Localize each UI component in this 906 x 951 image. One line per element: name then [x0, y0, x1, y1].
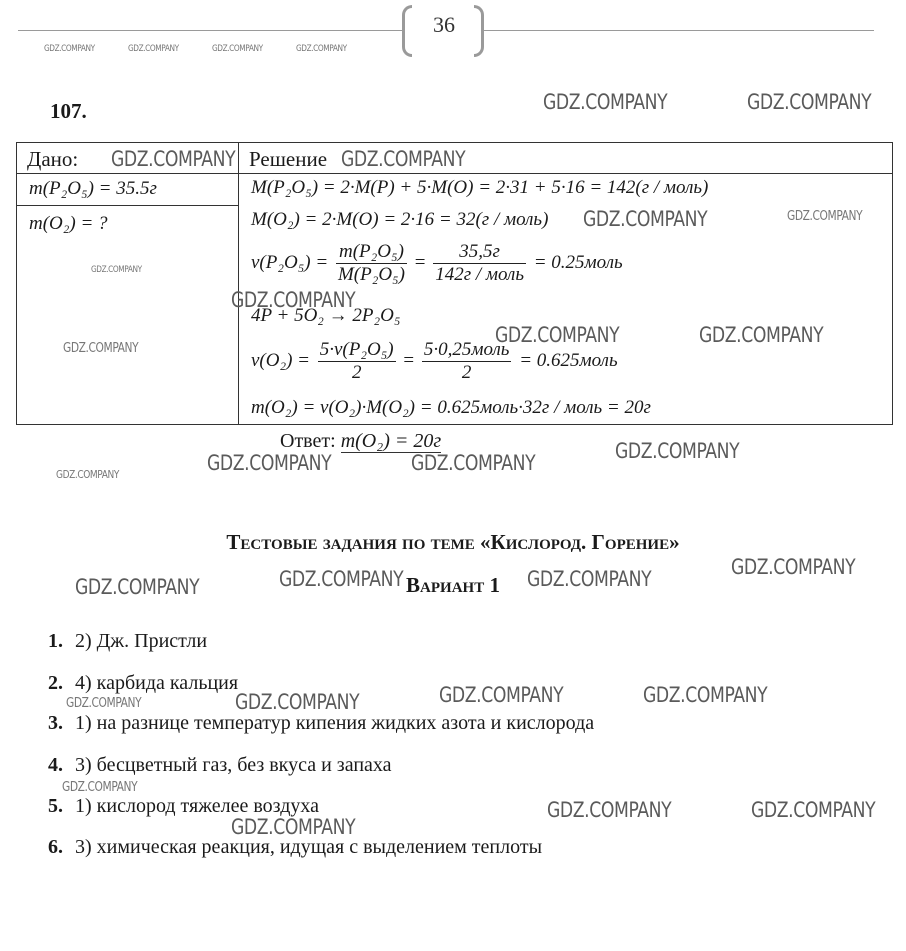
answer-value: m(O₂) = 20г	[340, 430, 442, 452]
solution-moles-p2o5: ν(P₂O₅) = $\frac{\text{m(P₂O₅)}}{\text{M(P₂O₅)}}$ = $\frac{35,5г}{\text{142г / моль}}$ = 0.25моль	[251, 241, 623, 285]
test-answer-number: 5.	[48, 795, 63, 817]
solution-molar-mass-o2: M(O₂) = 2·M(O) = 2·16 = 32(г / моль)	[251, 209, 549, 230]
watermark: GDZ.COMPANY	[128, 44, 179, 54]
test-answer	[48, 630, 207, 653]
solution-moles-o2: ν(O₂) = $\frac{\text{5·ν(P₂O₅)}}{2}$ = $\frac{\text{5·0,25моль}}{2}$ = 0.625моль	[251, 339, 618, 383]
equation-lhs: ν(P₂O₅) =	[251, 251, 329, 273]
answer	[280, 430, 441, 453]
header-rule-left	[18, 30, 402, 31]
solution-molar-mass-p2o5: M(P₂O₅) = 2·M(P) + 5·M(O) = 2·31 + 5·16 = 142(г / моль)	[251, 177, 709, 198]
page-number: 36	[433, 12, 455, 37]
watermark: GDZ.COMPANY	[615, 439, 740, 463]
watermark: GDZ.COMPANY	[527, 567, 652, 591]
watermark: GDZ.COMPANY	[787, 209, 863, 224]
test-answer	[48, 672, 238, 695]
watermark: GDZ.COMPANY	[62, 780, 138, 795]
task-number: 107.	[50, 99, 87, 123]
watermark: GDZ.COMPANY	[699, 323, 824, 347]
fraction	[336, 241, 407, 286]
test-answer-text: 3) бесцветный газ, без вкуса и запаха	[75, 754, 392, 776]
fraction-denominator: M(P₂O₅)	[337, 264, 405, 285]
fraction-numerator: 35,5г	[433, 241, 526, 264]
given-mass-o2-unknown: m(O₂) = ?	[29, 213, 108, 234]
watermark: GDZ.COMPANY	[341, 147, 466, 171]
watermark: GDZ.COMPANY	[731, 555, 856, 579]
watermark: GDZ.COMPANY	[56, 468, 119, 481]
test-answer	[48, 836, 542, 859]
watermark: GDZ.COMPANY	[212, 44, 263, 54]
solution-label: Решение	[249, 147, 328, 171]
header-rule-right	[484, 30, 874, 31]
watermark: GDZ.COMPANY	[439, 683, 564, 707]
watermark: GDZ.COMPANY	[547, 798, 672, 822]
test-answer-number: 4.	[48, 754, 63, 776]
equation-rhs: = 0.625моль	[519, 349, 618, 371]
watermark: GDZ.COMPANY	[411, 451, 536, 475]
solution-mass-o2: m(O₂) = ν(O₂)·M(O₂) = 0.625моль·32г / моль = 20г	[251, 397, 651, 418]
fraction-numerator: m(P₂O₅)	[336, 241, 407, 264]
test-answer-number: 1.	[48, 630, 63, 652]
test-answer	[48, 754, 392, 777]
test-answer-text: 2) Дж. Пристли	[75, 630, 208, 652]
fraction	[433, 241, 526, 286]
fraction	[318, 339, 396, 384]
watermark: GDZ.COMPANY	[63, 341, 139, 356]
table-header-divider	[17, 173, 892, 174]
equation-rhs: = 0.25моль	[533, 251, 623, 273]
watermark: GDZ.COMPANY	[583, 207, 708, 231]
watermark: GDZ.COMPANY	[543, 90, 668, 114]
watermark: GDZ.COMPANY	[75, 575, 200, 599]
fraction-numerator: 5·ν(P₂O₅)	[319, 339, 394, 360]
variant-title: Вариант 1	[406, 573, 500, 597]
fraction-denominator: 2	[461, 362, 472, 383]
test-answer-number: 6.	[48, 836, 63, 858]
test-answer-text: 1) на разнице температур кипения жидких азота и кислорода	[75, 712, 595, 734]
page-number-bracket-left	[402, 5, 412, 57]
table-column-divider	[238, 143, 239, 424]
page-number-bracket-right	[474, 5, 484, 57]
answer-label: Ответ:	[280, 430, 336, 452]
watermark: GDZ.COMPANY	[495, 323, 620, 347]
watermark: GDZ.COMPANY	[235, 690, 360, 714]
test-answer-text: 1) кислород тяжелее воздуха	[75, 795, 320, 817]
watermark: GDZ.COMPANY	[231, 288, 356, 312]
test-answer-number: 2.	[48, 672, 63, 694]
watermark: GDZ.COMPANY	[44, 44, 95, 54]
watermark: GDZ.COMPANY	[747, 90, 872, 114]
watermark: GDZ.COMPANY	[66, 696, 142, 711]
watermark: GDZ.COMPANY	[279, 567, 404, 591]
watermark: GDZ.COMPANY	[207, 451, 332, 475]
test-answer-number: 3.	[48, 712, 63, 734]
watermark: GDZ.COMPANY	[231, 815, 356, 839]
watermark: GDZ.COMPANY	[296, 44, 347, 54]
solution-table	[16, 142, 893, 425]
watermark: GDZ.COMPANY	[643, 683, 768, 707]
watermark: GDZ.COMPANY	[91, 265, 142, 275]
equation-lhs: ν(O₂) =	[251, 349, 310, 371]
test-answer-text: 4) карбида кальция	[75, 672, 239, 694]
solution-reaction-equation: 4P + 5O₂ → 2P₂O₅	[251, 305, 401, 326]
test-answer-text: 3) химическая реакция, идущая с выделением теплоты	[75, 836, 543, 858]
test-section-title: Тестовые задания по теме «Кислород. Горение»	[226, 530, 680, 554]
test-answer	[48, 712, 594, 735]
given-mass-p2o5: m(P₂O₅) = 35.5г	[29, 178, 157, 199]
fraction-denominator: 142г / моль	[435, 264, 524, 285]
watermark: GDZ.COMPANY	[751, 798, 876, 822]
given-row-divider	[17, 205, 238, 206]
fraction-numerator: 5·0,25моль	[423, 339, 510, 360]
given-label: Дано:	[27, 147, 79, 171]
watermark: GDZ.COMPANY	[111, 147, 236, 171]
fraction-denominator: 2	[351, 362, 362, 383]
